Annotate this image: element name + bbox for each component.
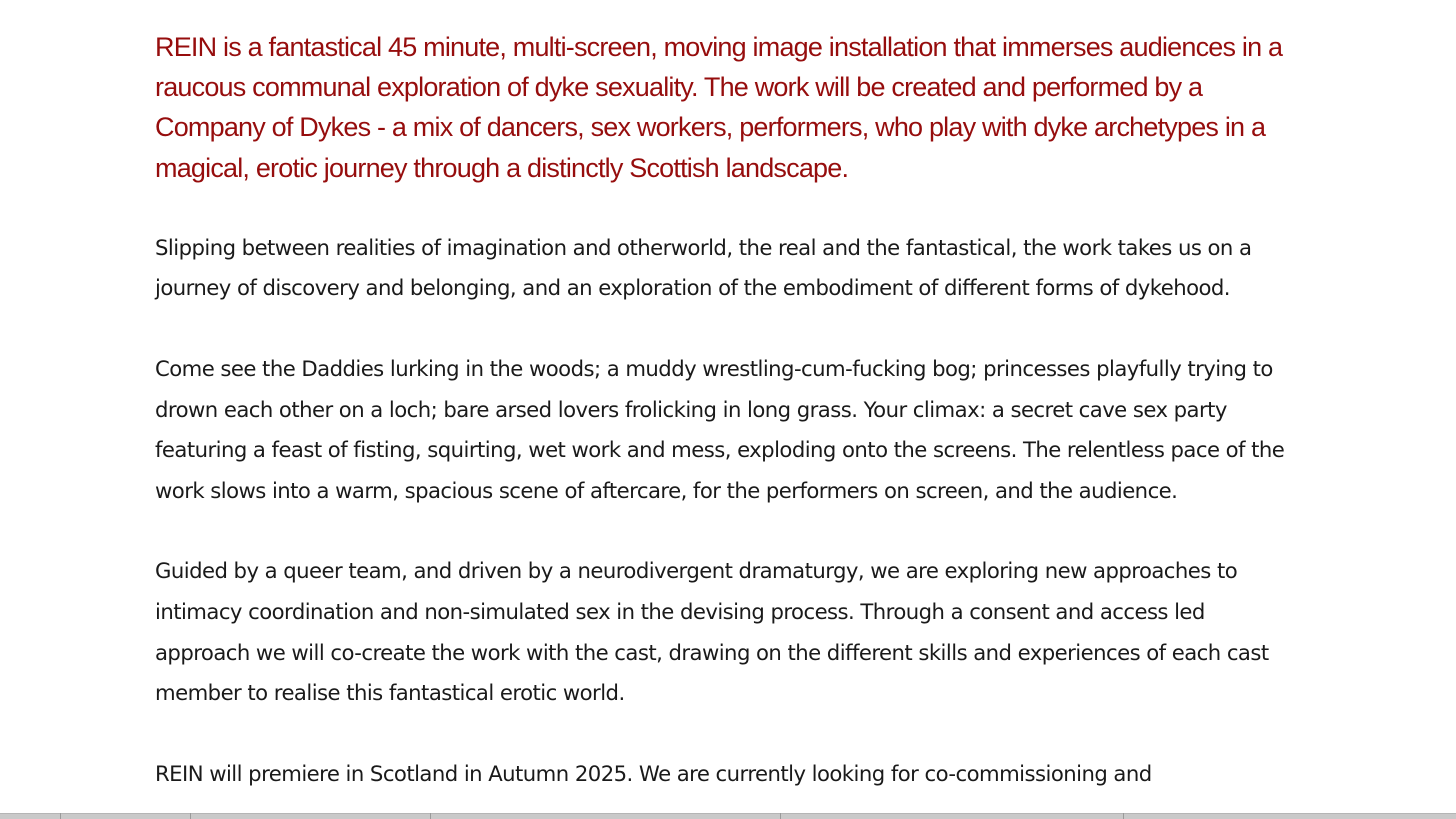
paragraph-spacer: [155, 188, 1295, 228]
intro-paragraph: REIN is a fantastical 45 minute, multi-screen, moving image installation that immerses audiences in a raucous communal exploration of dyke sexuality. The work will be created and performed by a Company of Dykes - a mix of dancers, sex workers, performers, who play with dyke archetypes in a magical, erotic journey through a distinctly Scottish landscape.: [155, 32, 1283, 183]
document-body: [155, 27, 1295, 794]
body-paragraph-3: Guided by a queer team, and driven by a neurodivergent dramaturgy, we are exploring new approaches to intimacy coordination and non-simulated sex in the devising process. Through a consent and access led approach we will co-create the work with the cast, drawing on the different skills and experiences of each cast member to realise this fantastical erotic world.: [155, 558, 1269, 706]
toolbar-divider: [430, 813, 431, 819]
body-paragraph-4: REIN will premiere in Scotland in Autumn 2025. We are currently looking for co-commissioning and: [155, 760, 1152, 786]
paragraph-spacer: [155, 714, 1295, 754]
bottom-toolbar-edge: [0, 813, 1456, 819]
toolbar-divider: [190, 813, 191, 819]
toolbar-divider: [1123, 813, 1124, 819]
body-paragraph-2: Come see the Daddies lurking in the woods; a muddy wrestling-cum-fucking bog; princesses playfully trying to drown each other on a loch; bare arsed lovers frolicking in long grass. Your climax: a secret cave sex party featuring a feast of fisting, squirting, wet work and mess, exploding onto the screens. The relentless pace of the work slows into a warm, spacious scene of aftercare, for the performers on screen, and the audience.: [155, 356, 1285, 503]
toolbar-divider: [780, 813, 781, 819]
paragraph-spacer: [155, 309, 1295, 349]
paragraph-spacer: [155, 511, 1295, 551]
toolbar-divider: [60, 813, 61, 819]
body-paragraph-1: Slipping between realities of imagination and otherworld, the real and the fantastical, the work takes us on a journey of discovery and belonging, and an exploration of the embodiment of different forms of dykehood.: [155, 234, 1252, 301]
